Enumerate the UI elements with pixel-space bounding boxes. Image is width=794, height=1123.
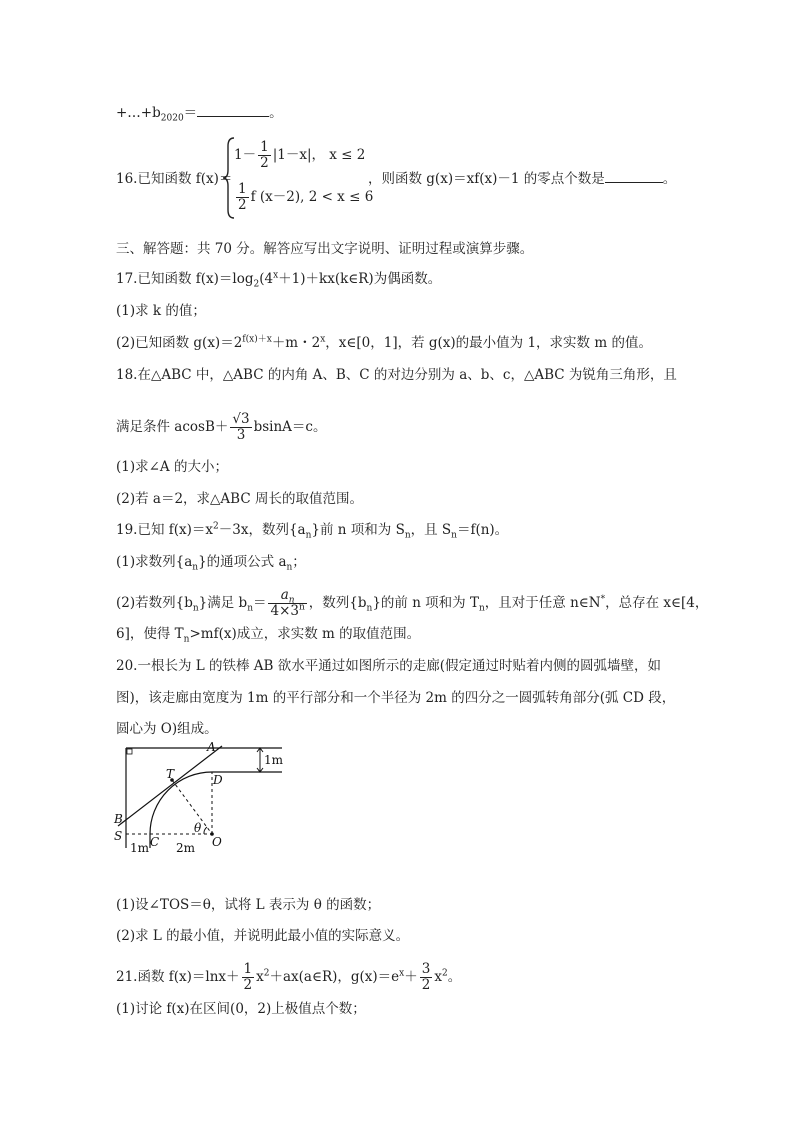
label-theta: θ xyxy=(194,821,202,835)
q18-stem-line2: 满足条件 acosB＋ $\frac{√3}{3}$ bsinA＝c。 xyxy=(116,411,327,443)
sum-prefix: +…+b xyxy=(116,105,161,121)
q19-stem: 19.已知 $f(x)=x^2-3x$，数列$\{a_n\}$前 n 项和为 $S_n$，且 $S_n=f(n)$。 xyxy=(116,521,509,541)
q16-tail: ，则函数 g(x)＝xf(x)－1 的零点个数是 。 xyxy=(368,171,677,187)
q17-part1: (1)求 k 的值； xyxy=(116,303,206,319)
q21-part1: (1)讨论 f(x)在区间(0，2)上极值点个数； xyxy=(116,1001,366,1017)
sum-end: 。 xyxy=(269,105,283,121)
q17-part2: (2)已知函数 $g(x)=2^{f(x)+x}+m$・2$^x$，x∈[0，1]，若 g(x)的最小值为 1，求实数 m 的值。 xyxy=(116,334,652,351)
q21-stem: 21.函数 f(x)＝lnx＋ $\frac{1}{2}$ $x^2+ax(a\in R)$，$g(x)=e^x+$ $\frac{3}{2}$ $x^2$。 xyxy=(116,961,462,993)
q16-case1: 1－ $\frac{1}{2}$ |1－x|， x ≤ 2 xyxy=(234,139,366,171)
q18-part2: (2)若 a＝2，求△ABC 周长的取值范围。 xyxy=(116,491,363,507)
label-s: S xyxy=(114,829,123,843)
q19-part2-line2: 6]，使得 $T_n>mf(x)$成立，求实数 m 的取值范围。 xyxy=(116,626,421,645)
sum-equals: ＝ xyxy=(183,105,198,121)
q16-case2: $\frac{1}{2}$ f (x－2), 2 < x ≤ 6 xyxy=(238,181,374,213)
section-3-heading: 三、解答题：共 70 分。解答应写出文字说明、证明过程或演算步骤。 xyxy=(116,241,534,257)
label-b: B xyxy=(114,812,123,826)
q20-part2: (2)求 L 的最小值，并说明此最小值的实际意义。 xyxy=(116,928,410,944)
line-top xyxy=(116,104,283,122)
corridor-diagram xyxy=(112,740,292,852)
q19-part2: (2)若数列$\{b_n\}$满足 $b_n=$ $\frac{a_n}{4\times 3^n}$ ，数列$\{b_n\}$的前 n 项和为 $T_n$，且对于任意 n∈N*，总存在 x∈[4， xyxy=(116,587,709,619)
label-width-bottom: 1m xyxy=(130,841,150,852)
label-radius: 2m xyxy=(176,841,196,852)
q16-answer-blank[interactable] xyxy=(605,170,663,183)
q16-lead: 16.已知函数 f(x)＝ xyxy=(116,171,233,187)
q20-stem-line3: 圆心为 O)组成。 xyxy=(116,721,218,737)
sum-subscript: 2020 xyxy=(160,113,184,124)
q19-part1: (1)求数列$\{a_n\}$的通项公式 $a_n$； xyxy=(116,554,306,573)
label-t: T xyxy=(166,767,175,781)
label-d: D xyxy=(213,773,223,787)
q20-part1: (1)设∠TOS＝θ，试将 L 表示为 θ 的函数； xyxy=(116,897,381,913)
label-a: A xyxy=(207,740,216,754)
q20-stem-line1: 20.一根长为 L 的铁棒 AB 欲水平通过如图所示的走廊(假定通过时贴着内侧的圆弧墙壁，如 xyxy=(116,658,662,674)
q18-stem-line1: 18.在△ABC 中，△ABC 的内角 A、B、C 的对边分别为 a、b、c，△ABC 为锐角三角形，且 xyxy=(116,367,677,383)
q18-part1: (1)求∠A 的大小； xyxy=(116,459,228,475)
label-o: O xyxy=(212,835,222,849)
answer-blank[interactable] xyxy=(197,104,269,117)
right-angle-mark xyxy=(127,749,132,754)
theta-arc xyxy=(204,827,207,834)
q17-stem: 17.已知函数 $f(x)=\log_2(4^x+1)+kx(k\in R)$为偶函数。 xyxy=(116,270,442,290)
dashed-ot xyxy=(172,780,212,834)
rod-ab xyxy=(118,746,222,826)
q20-stem-line2: 图)，该走廊由宽度为 1m 的平行部分和一个半径为 2m 的四分之一圆弧转角部分(弧 CD 段， xyxy=(116,690,676,706)
label-width-right: 1m xyxy=(264,753,284,767)
label-c: C xyxy=(150,835,160,849)
